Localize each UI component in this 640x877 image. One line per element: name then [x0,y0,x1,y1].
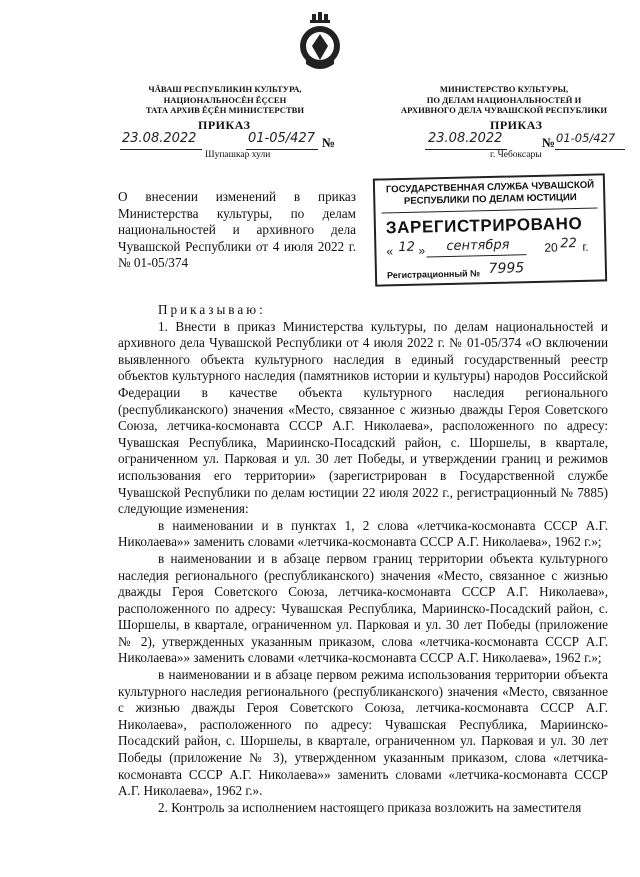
stamp-day: 12 [398,239,416,256]
stamp-divider [382,208,598,214]
letterhead-right-line1: МИНИСТЕРСТВО КУЛЬТУРЫ, [439,84,569,94]
stamp-organization: ГОСУДАРСТВЕННАЯ СЛУЖБА ЧУВАШСКОЙ РЕСПУБЛИКИ ПО ДЕЛАМ ЮСТИЦИИ [385,179,595,207]
letterhead-left-line2: НАЦИОНАЛЬНОСĔН ĔÇСЕН [163,94,287,105]
stamp-year-suffix: 22 [560,236,578,252]
number-sign-left: № [322,135,336,150]
order-date-right: 23.08.2022 [428,131,503,146]
letterhead-right-line3: АРХИВНОГО ДЕЛА ЧУВАШСКОЙ РЕСПУБЛИКИ [400,105,608,115]
registration-stamp [373,173,607,286]
body-paragraph-1: 1. Внести в приказ Министерства культуры, по делам национальностей и архивного дела Чувашской Республики от 4 июля 2022 г. № 01-05/374 «О включении выявленного объекта культурного наследия в единый государственный реестр объектов культурного наследия (памятников истории и культуры) народов Российской Федерации в качестве объекта культурного наследия регионального (республиканского) значения «Место, связанное с жизнью дважды Героя Советского Союза, летчика-космонавта СССР А.Г. Николаева», расположенного по адресу: Чувашская Республика, Мариинско-Посадский район, с. Шоршелы, в квартале, ограниченном ул. Парковая и ул. 30 лет Победы, и утверждении границ и режимов использования его территории» (зарегистрирован в Государственной службе Чувашской Республики по делам юстиции 22 июля 2022 г., регистрационный № 7885) следующие изменения: [118,318,608,517]
city-right: г. Чебоксары [490,150,542,160]
coat-of-arms-emblem [298,12,342,74]
letterhead-left-line1: ЧĂВАШ РЕСПУБЛИКИН КУЛЬТУРА, [148,84,302,94]
order-number-left: 01-05/427 [248,131,315,146]
order-title-right: ПРИКАЗ [490,118,543,132]
stamp-month-underline [427,254,527,257]
letterhead-left-chuvash [100,84,350,116]
stamp-registration-line [386,260,525,282]
order-body [118,302,608,816]
number-underline-right [555,149,625,150]
stamp-month: сентября [446,237,510,254]
date-underline-left [120,149,202,150]
number-sign-right: № [542,135,556,150]
letterhead-left-line3: ТАТА АРХИВ ĔÇĔН МИНИСТЕРСТВИ [145,105,305,115]
stamp-year-prefix: 20 [544,240,558,255]
body-paragraph-3: в наименовании и в абзаце первом границ территории объекта культурного наследия регионального (республиканского) значения «Место, связанное с жизнью дважды Героя Советского Союза, летчика-космонавта СССР А.Г. Николаева», расположенного по адресу: Чувашская Республика, Мариинско-Посадский район, с. Шоршелы, в квартале, ограниченном ул. Парковая и ул. 30 лет Победы (приложение № 2), утвержденных указанным приказом, слова «летчика-космонавта СССР А.Г. Николаева»» заменить словами «летчика-космонавта СССР А.Г. Николаева», 1962 г.»; [118,550,608,666]
body-paragraph-2: в наименовании и в пунктах 1, 2 слова «летчика-космонавта СССР А.Г. Николаева»» заменить словами «летчика-космонавта СССР А.Г. Николаева», 1962 г.»; [118,517,608,550]
body-paragraph-4: в наименовании и в абзаце первом режима использования территории объекта культурного наследия регионального (республиканского) значения «Место, связанное с жизнью дважды Героя Советского Союза, летчика-космонавта СССР А.Г. Николаева», расположенного по адресу: Чувашская Республика, Мариинско-Посадский район, с. Шоршелы, в квартале, ограниченном ул. Парковая и ул. 30 лет Победы (приложение № 3), утвержденном указанным приказом, слова «летчика-космонавта СССР А.Г. Николаева»» заменить словами «летчика-космонавта СССР А.Г. Николаева», 1962 г.». [118,667,608,799]
letterhead-right-russian [380,84,628,116]
stamp-reg-number: 7995 [488,260,525,278]
letterhead-right-line2: ПО ДЕЛАМ НАЦИОНАЛЬНОСТЕЙ И [426,94,582,105]
body-paragraph-5: 2. Контроль за исполнением настоящего приказа возложить на заместителя [158,799,582,815]
order-title-left: ПРИКАЗ [198,118,251,132]
order-date-left: 23.08.2022 [122,131,197,146]
city-left: Шупашкар хули [205,150,271,160]
stamp-reg-label: Регистрационный № [386,268,481,281]
order-subject: О внесении изменений в приказ Министерства культуры, по делам национальностей и архивного дела Чувашской Республики от 4 июля 2022 г. № 01-05/374 [118,189,356,271]
stamp-year-unit: г. [582,239,589,254]
order-number-right: 01-05/427 [556,131,616,145]
stamp-open-quote: « [386,244,394,259]
body-lead: Приказываю: [158,302,266,317]
stamp-date [386,236,598,263]
stamp-close-quote: » [418,243,426,258]
stamp-status: ЗАРЕГИСТРИРОВАНО [385,213,583,238]
